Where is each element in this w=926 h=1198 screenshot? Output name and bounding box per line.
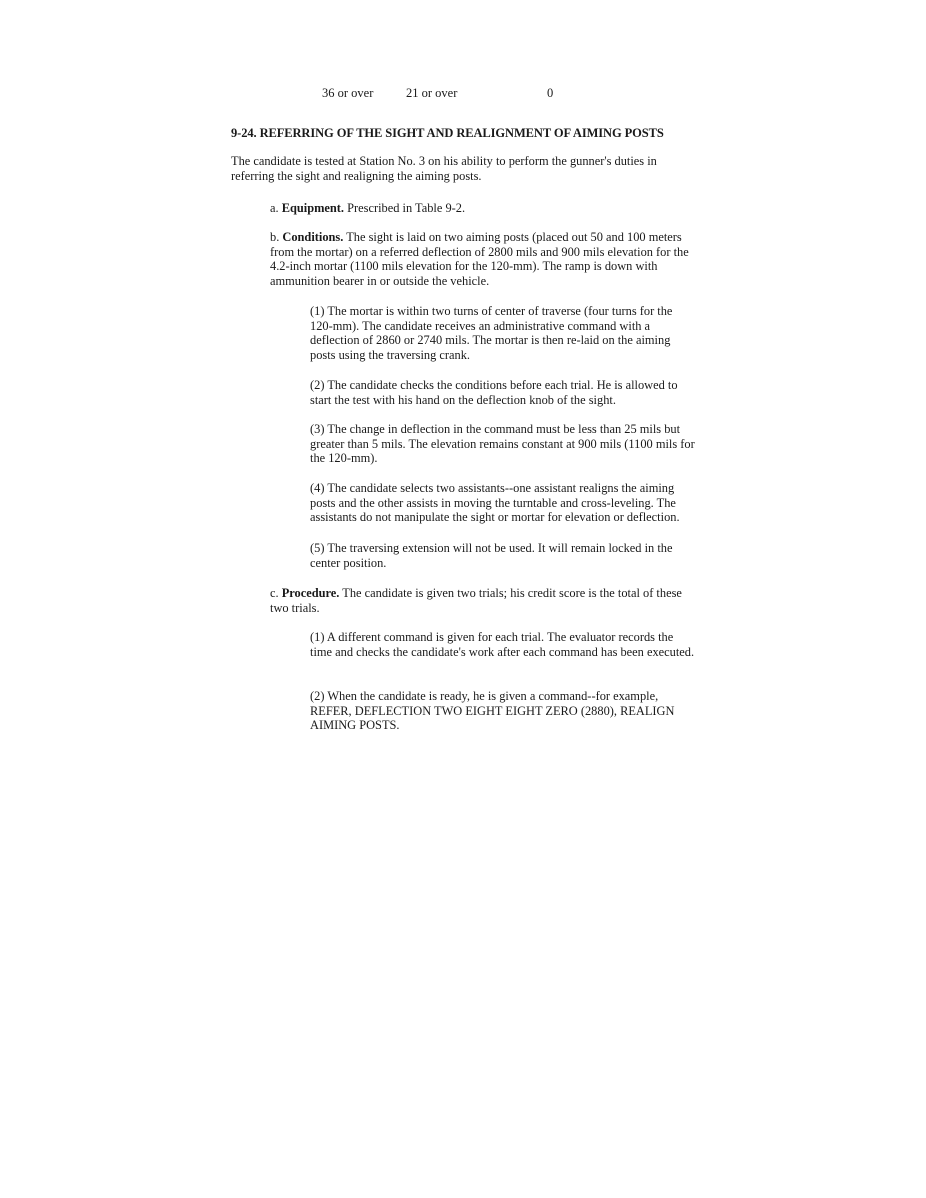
condition-subitem-5: (5) The traversing extension will not be used. It will remain locked in the center position.: [310, 541, 673, 570]
table-cell-credit: 0: [547, 86, 554, 100]
item-a-equipment: [270, 201, 690, 216]
procedure-subitem-1: (1) A different command is given for each trial. The evaluator records the time and checks the candidate's work after each command has been executed.: [310, 630, 695, 659]
condition-subitem-1: (1) The mortar is within two turns of center of traverse (four turns for the 120-mm). The candidate receives an administrative command with a deflection of 2860 or 2740 mils. The mortar is then re-laid on the aiming posts using the traversing crank.: [310, 304, 673, 362]
item-c-text: The candidate is given two trials; his credit score is the total of these two trials.: [270, 586, 682, 615]
section-heading: 9-24. REFERRING OF THE SIGHT AND REALIGNMENT OF AIMING POSTS: [231, 126, 664, 140]
condition-subitem-3: (3) The change in deflection in the command must be less than 25 mils but greater than 5 mils. The elevation remains constant at 900 mils (1100 mils for the 120-mm).: [310, 422, 695, 466]
item-a-prefix: a.: [270, 201, 282, 215]
item-b-title: Conditions.: [282, 230, 344, 244]
procedure-subitem-2: (2) When the candidate is ready, he is given a command--for example, REFER, DEFLECTION TWO EIGHT EIGHT ZERO (2880), REALIGN AIMING POSTS.: [310, 689, 675, 733]
item-c-title: Procedure.: [281, 586, 340, 600]
item-b-conditions: [270, 230, 690, 288]
item-a-title: Equipment.: [281, 201, 345, 215]
section-intro: The candidate is tested at Station No. 3 on his ability to perform the gunner's duties in referring the sight and realigning the aiming posts.: [231, 154, 657, 183]
condition-subitem-4: (4) The candidate selects two assistants--one assistant realigns the aiming posts and the other assists in moving the turntable and cross-leveling. The assistants do not manipulate the sight or mortar for elevation or deflection.: [310, 481, 680, 525]
condition-subitem-2: (2) The candidate checks the conditions before each trial. He is allowed to start the test with his hand on the deflection knob of the sight.: [310, 378, 678, 407]
item-c-prefix: c.: [270, 586, 282, 600]
table-cell-points: 21 or over: [406, 86, 458, 100]
item-a-text: Prescribed in Table 9-2.: [344, 201, 466, 215]
item-c-procedure: [270, 586, 690, 615]
table-cell-score: 36 or over: [322, 86, 374, 100]
item-b-text: The sight is laid on two aiming posts (placed out 50 and 100 meters from the mortar) on a referred deflection of 2800 mils and 900 mils elevation for the 4.2-inch mortar (1100 mils elevation for the 120-mm). The ramp is down with ammunition bearer in or outside the vehicle.: [270, 230, 689, 288]
item-b-prefix: b.: [270, 230, 283, 244]
